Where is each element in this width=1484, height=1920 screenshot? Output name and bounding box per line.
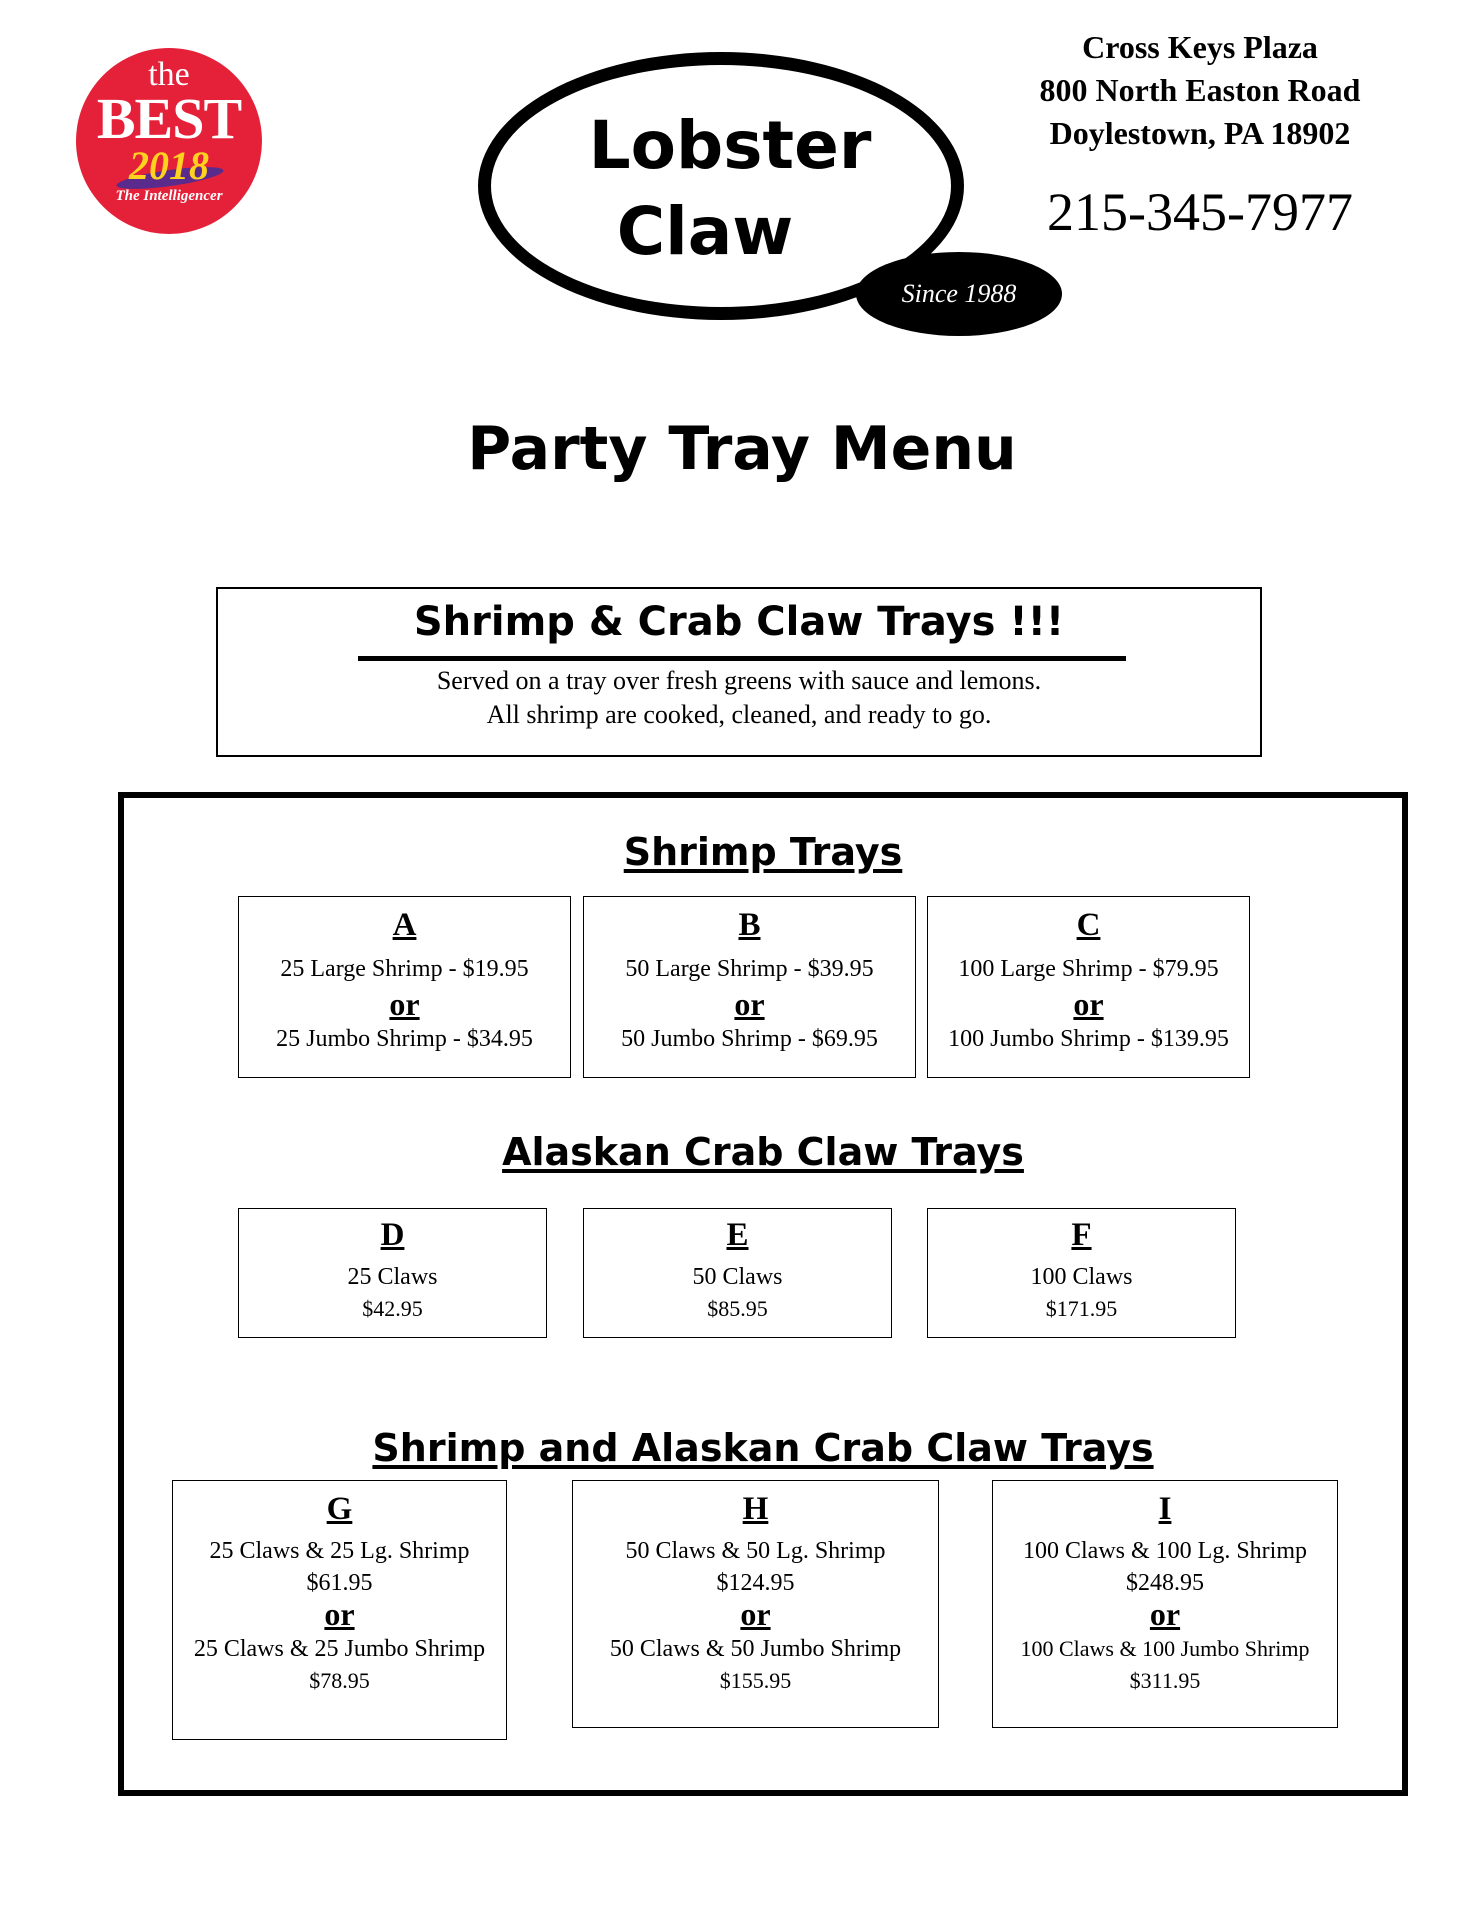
section-title-combo: Shrimp and Alaskan Crab Claw Trays — [372, 1426, 1154, 1470]
tray-letter: G — [326, 1491, 353, 1527]
section-title-crab: Alaskan Crab Claw Trays — [502, 1130, 1024, 1174]
tray-claws: 100 Claws — [1030, 1264, 1133, 1290]
tray-f — [927, 1208, 1236, 1338]
tray-option-1: 50 Claws & 50 Lg. Shrimp — [625, 1538, 886, 1564]
tray-or: or — [1149, 1596, 1181, 1632]
tray-price-2: $78.95 — [309, 1668, 370, 1693]
intro-line1: Served on a tray over fresh greens with sauce and lemons. — [436, 666, 1042, 695]
tray-option-2: 100 Jumbo Shrimp - $139.95 — [948, 1026, 1229, 1052]
logo-name-line1: Lobster — [588, 107, 872, 184]
tray-or: or — [389, 986, 420, 1022]
tray-price-2: $155.95 — [719, 1668, 792, 1693]
tray-h — [572, 1480, 939, 1728]
badge-year: 2018 — [129, 143, 209, 188]
address-line2: 800 North Easton Road — [1039, 72, 1361, 108]
tray-price: $42.95 — [362, 1296, 423, 1321]
tray-option-2: 50 Claws & 50 Jumbo Shrimp — [609, 1636, 902, 1662]
intro-line2: All shrimp are cooked, cleaned, and ready to go. — [486, 700, 992, 729]
logo-name-line2: Claw — [616, 193, 794, 270]
tray-option-1: 100 Claws & 100 Lg. Shrimp — [1022, 1538, 1307, 1564]
best-2018-badge — [76, 48, 262, 234]
tray-option-1: 25 Claws & 25 Lg. Shrimp — [209, 1538, 470, 1564]
tray-letter: I — [1158, 1491, 1172, 1527]
tray-option-1: 25 Large Shrimp - $19.95 — [280, 956, 529, 982]
tray-or: or — [734, 986, 765, 1022]
tray-option-1: 100 Large Shrimp - $79.95 — [958, 956, 1219, 982]
tray-letter: E — [726, 1217, 749, 1253]
tray-option-2: 25 Jumbo Shrimp - $34.95 — [276, 1026, 533, 1052]
tray-option-2: 50 Jumbo Shrimp - $69.95 — [621, 1026, 878, 1052]
tray-price-1: $248.95 — [1126, 1570, 1204, 1596]
badge-best: BEST — [96, 86, 242, 151]
tray-letter: D — [380, 1217, 405, 1253]
since-badge: Since 1988 — [856, 252, 1062, 336]
tray-price-2: $311.95 — [1129, 1668, 1201, 1693]
tray-letter: B — [738, 907, 761, 943]
tray-a — [238, 896, 571, 1078]
tray-letter: A — [392, 907, 417, 943]
tray-b — [583, 896, 916, 1078]
tray-option-2: 25 Claws & 25 Jumbo Shrimp — [193, 1636, 486, 1662]
tray-c — [927, 896, 1250, 1078]
tray-letter: H — [742, 1491, 769, 1527]
tray-price-1: $61.95 — [306, 1570, 373, 1596]
phone-number: 215-345-7977 — [1047, 182, 1353, 242]
tray-or: or — [740, 1596, 771, 1632]
tray-e — [583, 1208, 892, 1338]
tray-or: or — [1073, 986, 1104, 1022]
section-title-shrimp: Shrimp Trays — [623, 830, 903, 874]
tray-letter: F — [1071, 1217, 1092, 1253]
tray-price-1: $124.95 — [716, 1570, 795, 1596]
tray-i — [992, 1480, 1338, 1728]
tray-letter: C — [1076, 907, 1101, 943]
tray-claws: 25 Claws — [347, 1264, 438, 1290]
tray-option-2: 100 Claws & 100 Jumbo Shrimp — [1020, 1636, 1310, 1661]
address-line3: Doylestown, PA 18902 — [1049, 115, 1351, 151]
tray-or: or — [324, 1596, 355, 1632]
tray-option-1: 50 Large Shrimp - $39.95 — [625, 956, 874, 982]
address-block — [1000, 26, 1400, 155]
intro-rule — [358, 656, 1126, 661]
page-title: Party Tray Menu — [467, 414, 1017, 484]
tray-claws: 50 Claws — [692, 1264, 783, 1290]
badge-paper: The Intelligencer — [115, 188, 223, 204]
tray-price: $85.95 — [707, 1296, 768, 1321]
tray-price: $171.95 — [1045, 1296, 1118, 1321]
tray-g — [172, 1480, 507, 1740]
intro-heading: Shrimp & Crab Claw Trays !!! — [413, 599, 1065, 645]
badge-the: the — [148, 56, 190, 93]
address-line1: Cross Keys Plaza — [1082, 29, 1318, 65]
tray-d — [238, 1208, 547, 1338]
